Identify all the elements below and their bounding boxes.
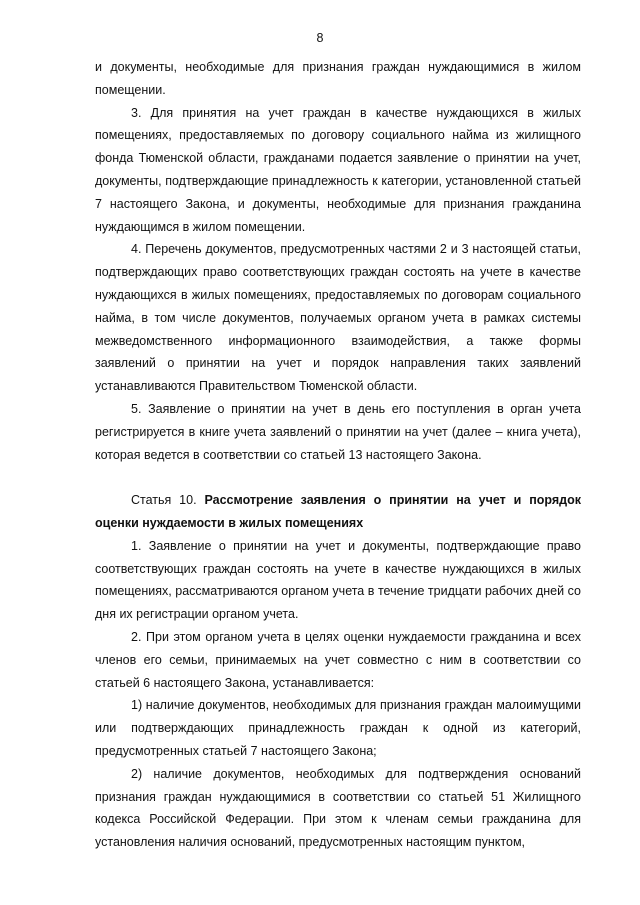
paragraph-part-3: 3. Для принятия на учет граждан в качестве нуждающихся в жилых помещениях, предоставляемых по договору социального найма из жилищного фонда Тюменской области, гражданами подается заявление о принятии на учет, документы, подтверждающие принадлежность к категории, установленной статьей 7 настоящего Закона, и документы, необходимые для признания гражданина нуждающимся в жилом помещении. [95,105,581,234]
article-title: Рассмотрение заявления о принятии на учет и порядок оценки нуждаемости в жилых помещениях [95,493,581,530]
paragraph-continuation: и документы, необходимые для признания граждан нуждающимися в жилом помещении. [95,60,581,97]
paragraph-part-4: 4. Перечень документов, предусмотренных частями 2 и 3 настоящей статьи, подтверждающих право соответствующих граждан состоять на учете в качестве нуждающихся в жилых помещениях, предоставляемых по договорам социального найма, в том числе документов, получаемых органом учета в рамках системы межведомственного информационного взаимодействия, а также формы заявлений о принятии на учет и порядок направления таких заявлений устанавливаются Правительством Тюменской области. [95,242,581,394]
article-heading [95,489,581,535]
article-number: Статья 10. [131,493,205,508]
article-paragraph-1: 1. Заявление о принятии на учет и документы, подтверждающие право соответствующих граждан состоять на учете в качестве нуждающихся в жилых помещениях, рассматриваются органом учета в течение тридцати рабочих дней со дня их регистрации органом учета. [95,538,581,622]
document-body [95,56,581,854]
article-item-2: 2) наличие документов, необходимых для подтверждения оснований признания граждан нуждающимися в соответствии со статьей 51 Жилищного кодекса Российской Федерации. При этом к членам семьи гражданина для установления наличия оснований, предусмотренных настоящим пунктом, [95,766,581,850]
article-item-1: 1) наличие документов, необходимых для признания граждан малоимущими или подтверждающих принадлежность граждан к одной из категорий, предусмотренных статьей 7 настоящего Закона; [95,698,581,758]
paragraph-part-5: 5. Заявление о принятии на учет в день его поступления в орган учета регистрируется в книге учета заявлений о принятии на учет (далее – книга учета), которая ведется в соответствии со статьей 13 настоящего Закона. [95,401,581,462]
page-number: 8 [316,31,324,45]
article-paragraph-2: 2. При этом органом учета в целях оценки нуждаемости гражданина и всех членов его семьи, принимаемых на учет совместно с ним в соответствии со статьей 6 настоящего Закона, устанавливается: [95,629,581,690]
